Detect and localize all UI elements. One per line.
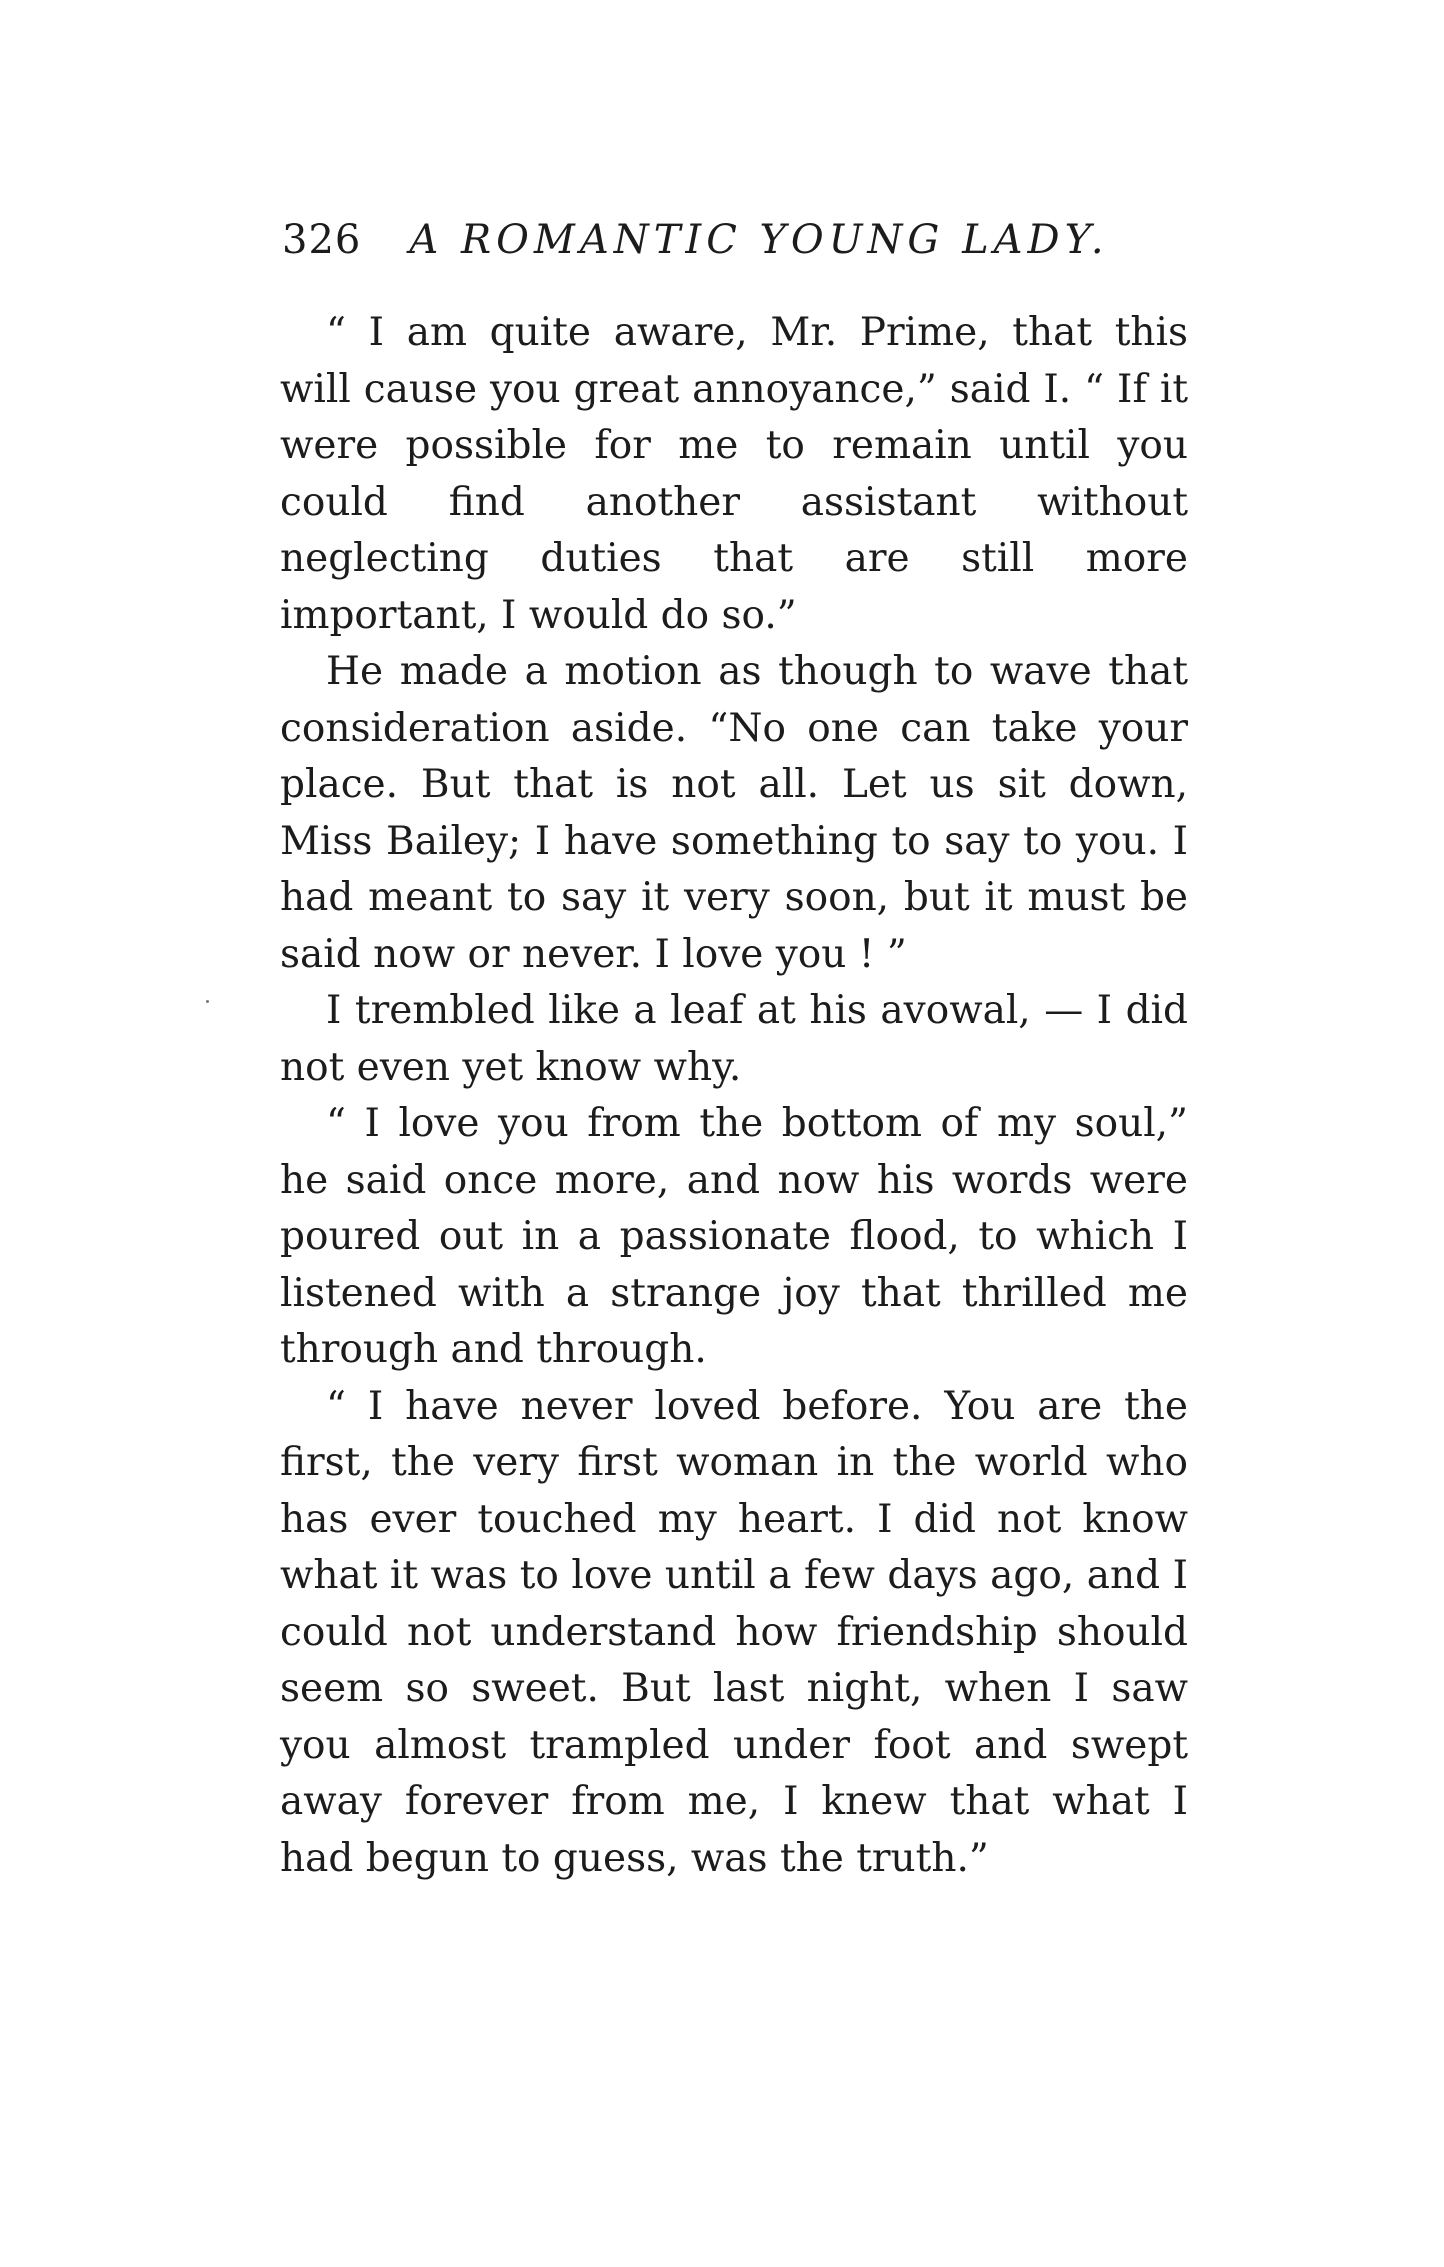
- paragraph: “ I love you from the bottom of my soul,” he said once more, and now his words were poured out in a passionate flood, to which I listened with a strange joy that thrilled me through and through.: [280, 1101, 1188, 1372]
- page-number: 326: [282, 217, 362, 263]
- body-text: [280, 305, 1188, 1887]
- ink-speck: [206, 1000, 209, 1003]
- paragraph: “ I am quite aware, Mr. Prime, that this will cause you great annoyance,” said I. “ If it were possible for me to remain until you could find another assistant without neglecting duties that are still more important, I would do so.”: [280, 310, 1188, 638]
- running-head: [282, 212, 1182, 268]
- paragraph: He made a motion as though to wave that consideration aside. “No one can take your place. But that is not all. Let us sit down, Miss Bailey; I have something to say to you. I had meant to say it very soon, but it must be said now or never. I love you ! ”: [280, 649, 1188, 977]
- paragraph: “ I have never loved before. You are the first, the very first woman in the world who has ever touched my heart. I did not know what it was to love until a few days ago, and I could not understand how friendship should seem so sweet. But last night, when I saw you almost trampled under foot and swept away forever from me, I knew that what I had begun to guess, was the truth.”: [280, 1383, 1188, 1881]
- paragraph: I trembled like a leaf at his avowal, — I did not even yet know why.: [280, 988, 1188, 1090]
- book-title: A ROMANTIC YOUNG LADY.: [409, 217, 1109, 263]
